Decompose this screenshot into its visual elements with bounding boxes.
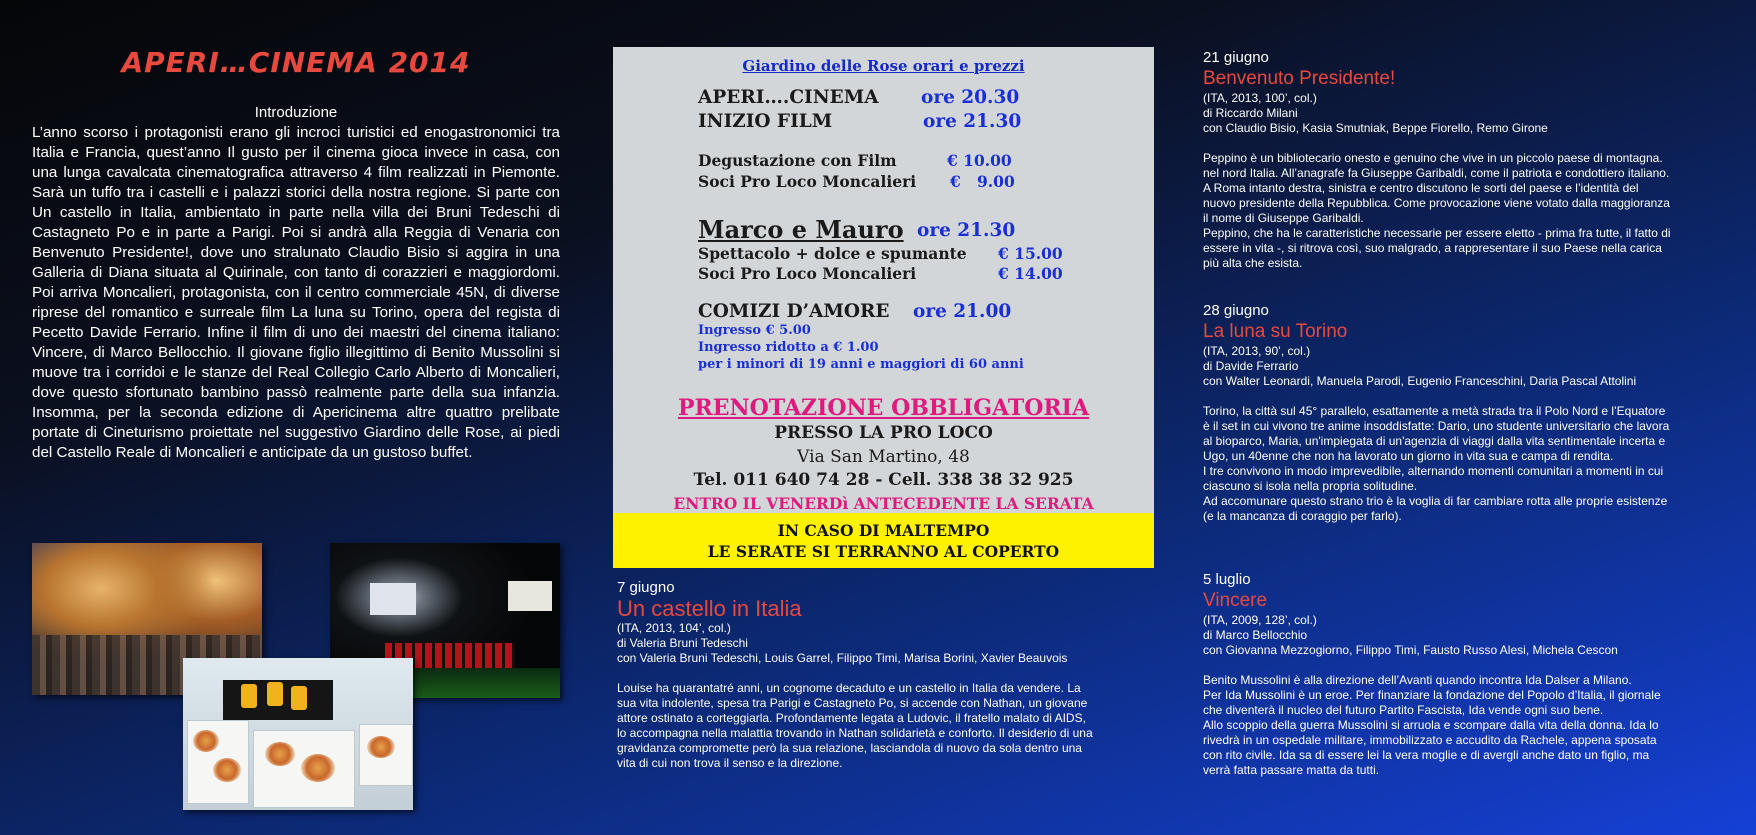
film-meta-line: di Davide Ferrario: [1203, 359, 1299, 373]
desc-line: nel nord Italia. All’anagrafe fa Giuseppe Garibaldi, come il patriota e condottiero italiano.: [1203, 166, 1670, 180]
desc-line: nuovo presidente della Repubblica. Come provocazione viene votato dalla maggioranza: [1203, 196, 1670, 210]
aperi-label: APERI….CINEMA: [698, 87, 879, 108]
desc-line: Benito Mussolini è alla direzione dell’Avanti quando incontra Ida Dalser a Milano.: [1203, 673, 1632, 687]
soci1-price: € 9.00: [950, 172, 1015, 191]
degust-price: € 10.00: [947, 151, 1012, 170]
desc-line: vita di cui non trova il senso e la direzione.: [617, 756, 843, 770]
desc-line: essere in vita -, si ritrova così, suo malgrado, a rappresentare il suo Paese nella carica: [1203, 241, 1662, 255]
soci2-label: Soci Pro Loco Moncalieri: [698, 264, 917, 283]
desc-line: Torino, la città sul 45° parallelo, esattamente a metà strada tra il Polo Nord e l’Equatore: [1203, 404, 1666, 418]
film-description: [617, 681, 1093, 771]
prenotazione-heading: [613, 395, 1154, 421]
film-meta-line: con Valeria Bruni Tedeschi, Louis Garrel, Filippo Timi, Marisa Borini, Xavier Beauvois: [617, 651, 1068, 665]
maltempo-line-2: LE SERATE SI TERRANNO AL COPERTO: [707, 542, 1060, 561]
film-title: Vincere: [1203, 590, 1268, 611]
film-title: La luna su Torino: [1203, 321, 1348, 342]
soci1-label: Soci Pro Loco Moncalieri: [698, 172, 917, 191]
desc-line: rivedrà in un ospedale militare, immobilizzato e accudito da Rachele, appena sposata: [1203, 733, 1657, 747]
degust-row: [698, 151, 1012, 170]
marco-mauro-row: [698, 215, 1016, 244]
comizi-time: ore 21.00: [913, 301, 1012, 322]
desc-line: lo accompagna nella malattia trovando in Nathan solidarietà e conforto. Il desiderio di una: [617, 726, 1093, 740]
soci2-price: € 14.00: [998, 264, 1063, 283]
film-description: [1203, 673, 1661, 778]
desc-line: A Roma intanto destra, sinistra e centro discutono le sorti del paese e l’identità del: [1203, 181, 1639, 195]
film-benvenuto: [1203, 49, 1671, 271]
film-luna: [1203, 302, 1669, 524]
aperi-time: ore 20.30: [921, 87, 1020, 108]
desc-line: (e la mancanza di coraggio per farlo).: [1203, 509, 1402, 523]
film-description: [1203, 404, 1669, 524]
desc-line: Allo scoppio della guerra Mussolini si arruola e scompare dalla vita della donna. Ida lo: [1203, 718, 1659, 732]
film-date: 21 giugno: [1203, 49, 1269, 66]
film-meta-line: di Riccardo Milani: [1203, 106, 1298, 120]
page-title: APERI…CINEMA 2014: [121, 46, 471, 79]
film-meta: [1203, 613, 1661, 658]
film-meta: [1203, 344, 1669, 389]
spett-price: € 15.00: [998, 244, 1063, 263]
phone-text: Tel. 011 640 74 28 - Cell. 338 38 32 925: [693, 470, 1074, 490]
film-meta-line: con Claudio Bisio, Kasia Smutniak, Beppe Fiorello, Remo Girone: [1203, 121, 1548, 135]
presso-text: PRESSO LA PRO LOCO: [774, 423, 993, 443]
desc-line: attore ostinato a corteggiarla. Profondamente legata a Ludovic, il fratello malato di AIDS,: [617, 711, 1086, 725]
film-date: 28 giugno: [1203, 302, 1269, 319]
ingresso-text: Ingresso € 5.00: [698, 323, 811, 338]
film-description: [1203, 151, 1671, 271]
minori-text: per i minori di 19 anni e maggiori di 60 anni: [698, 357, 1024, 372]
degust-label: Degustazione con Film: [698, 151, 897, 170]
schedule-price-panel: [613, 47, 1154, 568]
desc-line: che diventerà il nucleo del futuro Partito Fascista, Ida vende ogni suo bene.: [1203, 703, 1604, 717]
film-date: 5 luglio: [1203, 571, 1251, 588]
film-meta-line: (ITA, 2009, 128’, col.): [1203, 613, 1317, 627]
film-meta-line: (ITA, 2013, 104’, col.): [617, 621, 731, 635]
film-meta-line: di Marco Bellocchio: [1203, 628, 1308, 642]
comizi-row: [698, 301, 1012, 322]
aperi-row: [698, 87, 1020, 108]
intro-heading: Introduzione: [254, 104, 338, 121]
desc-line: il nome di Giuseppe Garibaldi.: [1203, 211, 1364, 225]
desc-line: ciascuno si isola nella propria solitudine.: [1203, 479, 1418, 493]
inizio-label: INIZIO FILM: [698, 111, 833, 132]
film-meta-line: (ITA, 2013, 100’, col.): [1203, 91, 1317, 105]
film-meta-line: di Valeria Bruni Tedeschi: [617, 636, 748, 650]
desc-line: I tre convivono in modo imprevedibile, alternando momenti comunitari a momenti in cui: [1203, 464, 1664, 478]
film-date: 7 giugno: [617, 579, 675, 596]
address-text: Via San Martino, 48: [797, 447, 970, 467]
film-meta: [1203, 91, 1671, 136]
desc-line: sua vita indolente, spesa tra Parigi e Castagneto Po, si accende con Nathan, un giovane: [617, 696, 1088, 710]
desc-line: più alta che esista.: [1203, 256, 1303, 270]
maltempo-line-1: IN CASO DI MALTEMPO: [777, 521, 990, 540]
film-meta: [617, 621, 1093, 666]
film-castello: [617, 579, 1093, 771]
comizi-label: COMIZI D’AMORE: [698, 301, 890, 322]
spett-row: [698, 244, 1063, 263]
desc-line: Peppino, che ha le caratteristiche necessarie per essere eletto - prima fra tutte, il fatto di: [1203, 226, 1671, 240]
entro-text: ENTRO IL VENERDì ANTECEDENTE LA SERATA: [673, 494, 1094, 513]
soci2-row: [698, 264, 1063, 283]
desc-line: Ugo, un 40enne che non ha lavorato un giorno in vita sua e campa di rendita.: [1203, 449, 1614, 463]
inizio-row: [698, 111, 1022, 132]
film-meta-line: con Giovanna Mezzogiorno, Filippo Timi, Fausto Russo Alesi, Michela Cescon: [1203, 643, 1618, 657]
intro-text: L’anno scorso i protagonisti erano gli incroci turistici ed enogastronomici tra Italia e Francia, quest’anno Il gusto per il cinema gioca invece in casa, con una lunga cavalcata cinematografica attraverso 4 film realizzati in Piemonte. Sarà un tuffo tra i castelli e i palazzi storici della nostra regione. Si parte con Un castello in Italia, ambientato in parte nella villa dei Bruni Tedeschi di Castagneto Po e in parte a Parigi. Poi si andrà alla Reggia di Venaria con Benvenuto Presidente!, dove uno stralunato Claudio Bisio si aggira in una Galleria di Diana situata al Quirinale, con tanto di corazzieri e maggiordomi. Poi arriva Moncalieri, protagonista, con il centro commerciale 45N, di diverse riprese del romantico e surreale film La luna su Torino, opera del regista di Pecetto Davide Ferrario. Infine il film di uno dei maestri del cinema italiano: Vincere, di Marco Bellocchio. Il giovane figlio illegittimo di Benito Mussolini si muove tra i corridoi e le stanze del Real Collegio Carlo Alberto di Moncalieri, dove questo sfortunato bambino passò realmente parte della sua infanzia. Insomma, per la seconda edizione di Apericinema altre quattro prelibate portate di Cineturismo proiettate nel suggestivo Giardino delle Rose, ai piedi del Castello Reale di Moncalieri e anticipate da un gustoso buffet.: [32, 124, 560, 461]
panel-title: Giardino delle Rose orari e prezzi: [742, 57, 1025, 75]
desc-line: verrà fatta passare matta da tutti.: [1203, 763, 1380, 777]
desc-line: è il set in cui vivono tre anime insoddisfatte: Dario, uno studente universitario che lavora: [1203, 419, 1670, 433]
desc-line: Ad accomunare questo strano trio è la voglia di far cambiare rotta alle proprie esistenze: [1203, 494, 1668, 508]
film-title: Benvenuto Presidente!: [1203, 68, 1396, 89]
film-title: Un castello in Italia: [617, 596, 802, 621]
ridotto-text: Ingresso ridotto a € 1.00: [698, 340, 879, 355]
desc-line: Per Ida Mussolini è un eroe. Per finanziare la fondazione del Popolo d’Italia, il giornale: [1203, 688, 1661, 702]
prenotazione-text: PRENOTAZIONE OBBLIGATORIA: [677, 395, 1090, 421]
mm-label: Marco e Mauro: [698, 215, 904, 244]
inizio-time: ore 21.30: [923, 111, 1022, 132]
soci1-row: [698, 172, 1015, 191]
mm-time: ore 21.30: [917, 220, 1016, 241]
desc-line: con rito civile. Ida sa di essere lei la vera moglie e di avergli anche dato un figlio, ma: [1203, 748, 1650, 762]
film-meta-line: con Walter Leonardi, Manuela Parodi, Eugenio Franceschini, Daria Pascal Attolini: [1203, 374, 1637, 388]
desc-line: gravidanza compromette però la sua relazione, lasciandola di nuovo da sola dentro una: [617, 741, 1082, 755]
film-vincere: [1203, 571, 1661, 778]
spett-label: Spettacolo + dolce e spumante: [698, 244, 967, 263]
film-meta-line: (ITA, 2013, 90’, col.): [1203, 344, 1311, 358]
buffet-food-photo: [183, 658, 413, 810]
weather-notice-banner: [613, 513, 1154, 568]
desc-line: Louise ha quarantatré anni, un cognome decaduto e un castello in Italia da vendere. La: [617, 681, 1081, 695]
desc-line: Peppino è un bibliotecario onesto e genuino che vive in un piccolo paese di montagna.: [1203, 151, 1663, 165]
desc-line: al bioparco, Maria, un'impiegata di un'agenzia di viaggi dalla vita sentimentale incerta e: [1203, 434, 1666, 448]
